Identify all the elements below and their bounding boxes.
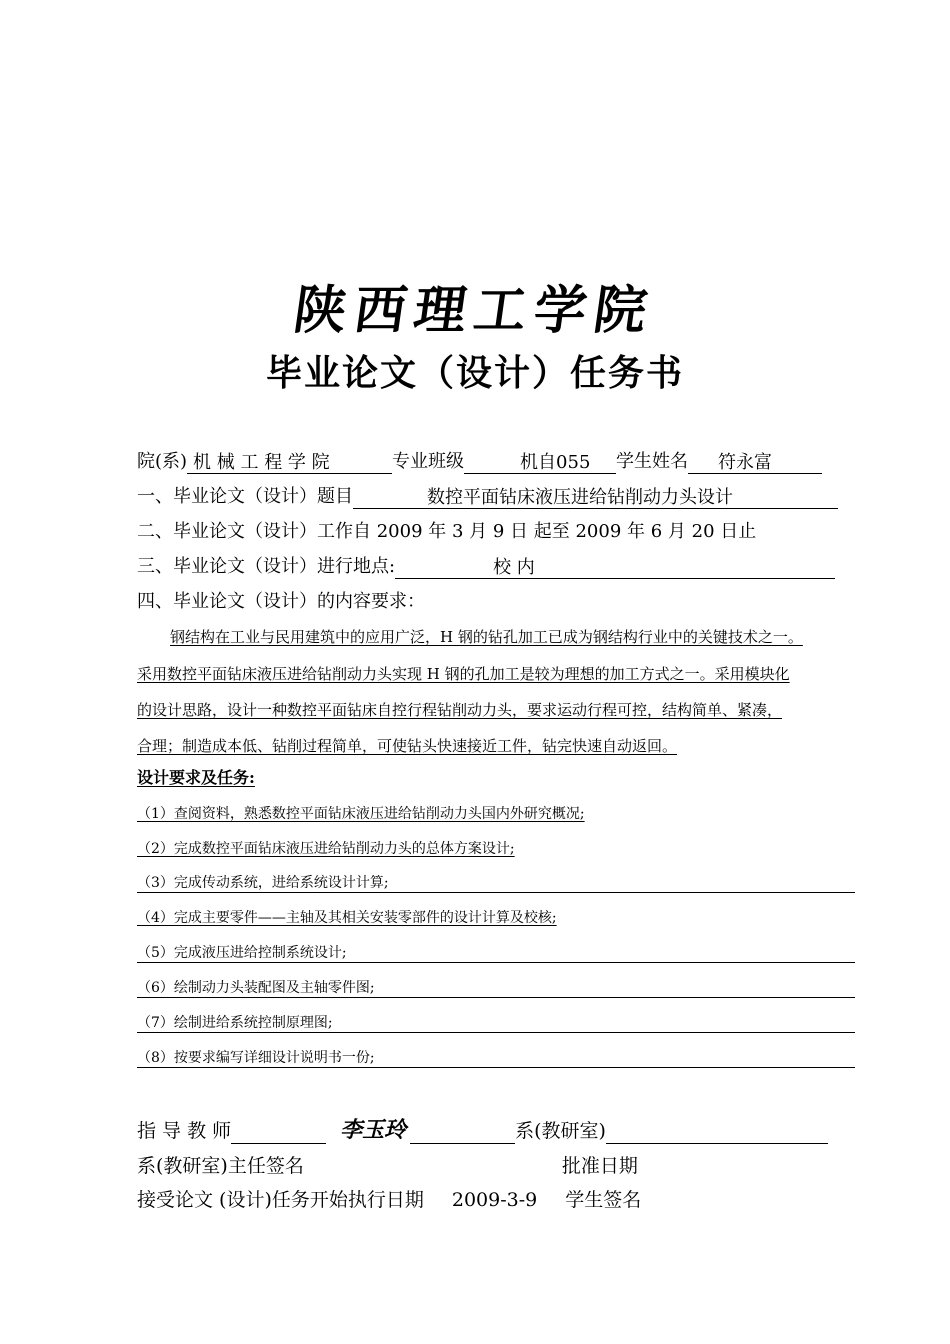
content-line-1: 钢结构在工业与民用建筑中的应用广泛，H 钢的钻孔加工已成为钢结构行业中的关键技术之一。	[170, 628, 803, 646]
task-item-7: （7）绘制进给系统控制原理图;	[137, 1013, 855, 1033]
topic-label: 一、毕业论文（设计）题目	[137, 486, 353, 507]
task-item-6: （6）绘制动力头装配图及主轴零件图;	[137, 978, 855, 998]
advisor-blank-2	[410, 1119, 515, 1144]
place-row	[137, 555, 835, 579]
accept-row	[137, 1187, 641, 1213]
class-value: 机自055	[464, 451, 616, 474]
task-item-1: （1）查阅资料，熟悉数控平面钻床液压进给钻削动力头国内外研究概况;	[137, 806, 585, 822]
document-title: 毕业论文（设计）任务书	[265, 352, 684, 394]
director-row	[137, 1153, 638, 1179]
task-item-3: （3）完成传动系统，进给系统设计计算;	[137, 873, 855, 893]
period-row: 二、毕业论文（设计）工作自 2009 年 3 月 9 日 起至 2009 年 6 月 20 日止	[137, 521, 757, 542]
dept-label: 院(系)	[137, 451, 188, 472]
approve-label: 批准日期	[561, 1155, 638, 1177]
advisor-signature: 李玉玲	[340, 1117, 407, 1143]
topic-row	[137, 485, 838, 509]
advisor-row	[137, 1117, 828, 1143]
student-sign-label: 学生签名	[565, 1189, 642, 1211]
accept-label: 接受论文 (设计)任务开始执行日期	[137, 1189, 424, 1211]
accept-date: 2009-3-9	[451, 1189, 538, 1211]
advisor-label: 指 导 教 师	[137, 1120, 232, 1142]
school-name: 陕西理工学院	[289, 280, 659, 341]
task-item-2: （2）完成数控平面钻床液压进给钻削动力头的总体方案设计;	[137, 841, 515, 857]
content-heading: 四、毕业论文（设计）的内容要求：	[137, 591, 425, 612]
student-value: 符永富	[688, 451, 822, 474]
dept-office-blank	[606, 1119, 828, 1144]
place-value: 校 内	[395, 556, 835, 579]
topic-value: 数控平面钻床液压进给钻削动力头设计	[353, 486, 838, 509]
dept-office-label: 系(教研室)	[515, 1120, 606, 1142]
task-item-4: （4）完成主要零件——主轴及其相关安装零部件的设计计算及校核;	[137, 910, 557, 926]
content-line-4: 合理；制造成本低、钻削过程简单，可使钻头快速接近工件，钻完快速自动返回。	[137, 737, 678, 755]
dept-value: 机 械 工 程 学 院	[187, 451, 392, 474]
content-line-3: 的设计思路，设计一种数控平面钻床自控行程钻削动力头，要求运动行程可控，结构简单、紧凑，	[137, 701, 783, 719]
task-item-8: （8）按要求编写详细设计说明书一份;	[137, 1048, 855, 1068]
student-label: 学生姓名	[616, 451, 689, 472]
tasks-heading: 设计要求及任务:	[137, 768, 255, 787]
content-line-2: 采用数控平面钻床液压进给钻削动力头实现 H 钢的孔加工是较为理想的加工方式之一。采用模块化	[137, 665, 790, 683]
class-label: 专业班级	[392, 451, 465, 472]
info-row	[137, 450, 822, 474]
advisor-blank	[231, 1119, 326, 1144]
place-label: 三、毕业论文（设计）进行地点:	[137, 556, 396, 577]
director-label: 系(教研室)主任签名	[137, 1155, 304, 1177]
task-item-5: （5）完成液压进给控制系统设计;	[137, 943, 855, 963]
